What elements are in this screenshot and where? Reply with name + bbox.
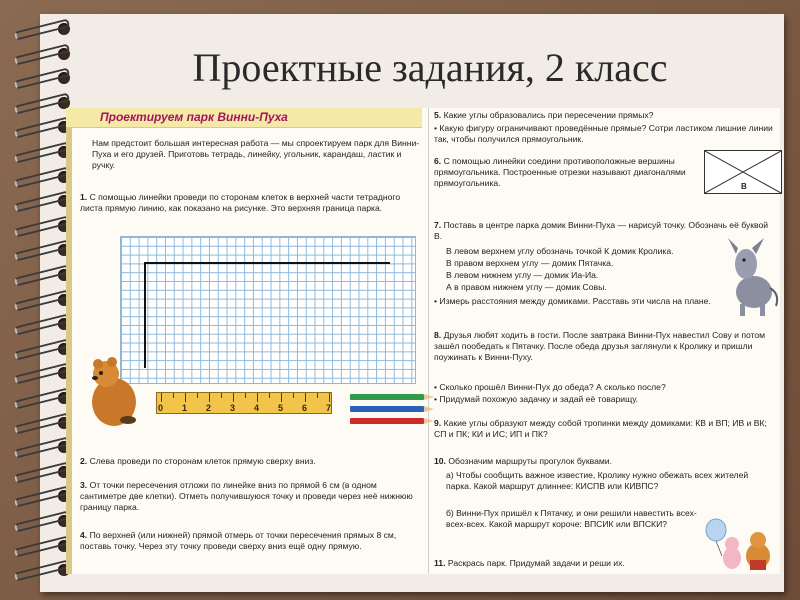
task-5-bullet: [434, 123, 774, 145]
task-7-line-4: А в правом нижнем углу — домик Совы.: [446, 282, 607, 292]
winnie-the-pooh-illustration: [84, 356, 144, 428]
bullet: •: [434, 123, 440, 133]
task-10-a: а) Чтобы сообщить важное известие, Кролику нужно обежать всех жителей парка. Какой маршрут длиннее: КИСПВ или КИВПС?: [446, 470, 749, 492]
ruler-tick: [197, 393, 198, 398]
task-8-bullet-1: [434, 382, 774, 393]
textbook-page: [66, 108, 780, 574]
left-boundary-line: [144, 262, 146, 368]
ruler-tick: [329, 393, 330, 402]
task-number: 8.: [434, 330, 442, 340]
wire-coil: [14, 412, 71, 434]
task-text: С помощью линейки проведи по сторонам клеток в верхней части тетрадного листа прямую линию, как показано на рисунке. Это верхняя граница парка.: [80, 192, 401, 214]
task-number: 3.: [80, 480, 88, 490]
spiral-ring: [6, 20, 76, 38]
wire-coil: [14, 166, 71, 188]
task-number: 9.: [434, 418, 442, 428]
ruler-label: 0: [158, 403, 164, 413]
page-header-title: Проектируем парк Винни-Пуха: [100, 110, 288, 124]
ruler-label: 4: [254, 403, 260, 413]
ruler-label: 1: [182, 403, 188, 413]
task-number: 4.: [80, 530, 88, 540]
task-7-bullet: [434, 296, 714, 307]
right-column: [434, 108, 780, 574]
task-text: Сколько прошёл Винни-Пух до обеда? А сколько после?: [439, 382, 666, 392]
blue-pencil: [350, 406, 424, 412]
bullet: •: [434, 296, 440, 306]
ruler-tick: [209, 393, 210, 402]
task-number: 1.: [80, 192, 88, 202]
task-4: [80, 530, 424, 552]
task-7-line-1: В левом верхнем углу обозначь точкой К домик Кролика.: [446, 246, 674, 256]
task-text: Какие углы образовались при пересечении прямых?: [443, 110, 654, 120]
ruler-tick: [305, 393, 306, 402]
task-text: Поставь в центре парка домик Винни-Пуха — нарисуй точку. Обозначь её буквой В.: [434, 220, 769, 242]
task-number: 6.: [434, 156, 442, 166]
ruler-tick: [269, 393, 270, 398]
bullet: •: [434, 394, 440, 404]
task-9: [434, 418, 774, 440]
task-3: [80, 480, 424, 514]
task-text: Раскрась парк. Придумай задачи и реши их.: [447, 558, 625, 568]
task-number: 10.: [434, 456, 446, 466]
intro-text: Нам предстоит большая интересная работа — мы спроектируем парк для Винни-Пуха и его друзей. Приготовь тетрадь, линейку, угольник, карандаш, ластик и ручку.: [92, 138, 420, 171]
task-11: [434, 558, 774, 569]
top-boundary-line: [144, 262, 390, 264]
task-7-line-3: В левом нижнем углу — домик Иа-Иа.: [446, 270, 599, 280]
task-5: [434, 110, 774, 121]
bullet: •: [434, 382, 440, 392]
slide-title: Проектные задания, 2 класс: [192, 45, 668, 90]
wire-coil: [14, 535, 71, 557]
task-1: [80, 192, 424, 214]
task-7-line-2: В правом верхнем углу — домик Пятачка.: [446, 258, 614, 268]
ruler-tick: [161, 393, 162, 402]
task-text: Придумай похожую задачку и задай её товарищу.: [439, 394, 639, 404]
task-6: [434, 156, 696, 190]
task-number: 11.: [434, 558, 446, 568]
ruler-label: 6: [302, 403, 308, 413]
task-number: 2.: [80, 456, 88, 466]
task-text: С помощью линейки соедини противоположные вершины прямоугольника. Построенные отрезки называют диагоналями прямоугольника.: [434, 156, 686, 189]
ruler-label: 2: [206, 403, 212, 413]
ruler-tick: [185, 393, 186, 402]
ruler-tick: [293, 393, 294, 398]
notebook-grid-figure: [120, 236, 416, 384]
task-8-bullet-2: [434, 394, 774, 405]
task-text: Какую фигуру ограничивают проведённые прямые? Сотри ластиком лишние линии так, чтобы получился прямоугольник.: [434, 123, 773, 145]
rectangle-diagonals-figure: [704, 150, 782, 194]
task-text: Слева проведи по сторонам клеток прямую сверху вниз.: [89, 456, 316, 466]
ruler-tick: [317, 393, 318, 398]
task-10: [434, 456, 774, 467]
task-text: По верхней (или нижней) прямой отмерь от точки пересечения прямых 8 см, поставь точку. Через эту точку проведи сверху вниз ещё одну прямую.: [80, 530, 397, 552]
task-8: [434, 330, 774, 364]
task-text: Друзья любят ходить в гости. После завтрака Винни-Пух навестил Сову и потом зашёл пообедать к Пятачку. После обеда друзья заглянули к Кролику и пришли поужинать к Винни-Пуху.: [434, 330, 766, 363]
ruler-label: 5: [278, 403, 284, 413]
figure-label: В: [741, 182, 747, 191]
ruler-tick: [257, 393, 258, 402]
eeyore-illustration: [724, 238, 780, 318]
green-pencil: [350, 394, 424, 400]
ruler-tick: [173, 393, 174, 398]
task-text: От точки пересечения отложи по линейке вниз по прямой 6 см (в одном сантиметре две клетки). Отметь получившуюся точку и проведи через неё нижнюю границу парка.: [80, 480, 413, 513]
ruler-figure: [156, 392, 332, 414]
ruler-tick: [281, 393, 282, 402]
task-10-b: б) Винни-Пух пришёл к Пятачку, и они решили навестить всех-всех-всех. Какой маршрут короче: ВПСИК или ВПСКИ?: [446, 508, 697, 530]
task-7: [434, 220, 774, 242]
task-number: 7.: [434, 220, 442, 230]
ruler-tick: [233, 393, 234, 402]
ruler-label: 3: [230, 403, 236, 413]
task-2: [80, 456, 424, 467]
red-pencil: [350, 418, 424, 424]
ruler-tick: [221, 393, 222, 398]
task-text: Какие углы образуют между собой тропинки между домиками: КВ и ВП; ИВ и ВК; СП и ПК; КИ и ИС; ИП и ПК?: [434, 418, 767, 440]
wire-coil: [14, 289, 71, 311]
task-number: 5.: [434, 110, 442, 120]
ruler-label: 7: [326, 403, 332, 413]
left-column: [80, 108, 430, 574]
task-text: Обозначим маршруты прогулок буквами.: [448, 456, 612, 466]
task-text: Измерь расстояния между домиками. Расставь эти числа на плане.: [439, 296, 711, 306]
ruler-tick: [245, 393, 246, 398]
